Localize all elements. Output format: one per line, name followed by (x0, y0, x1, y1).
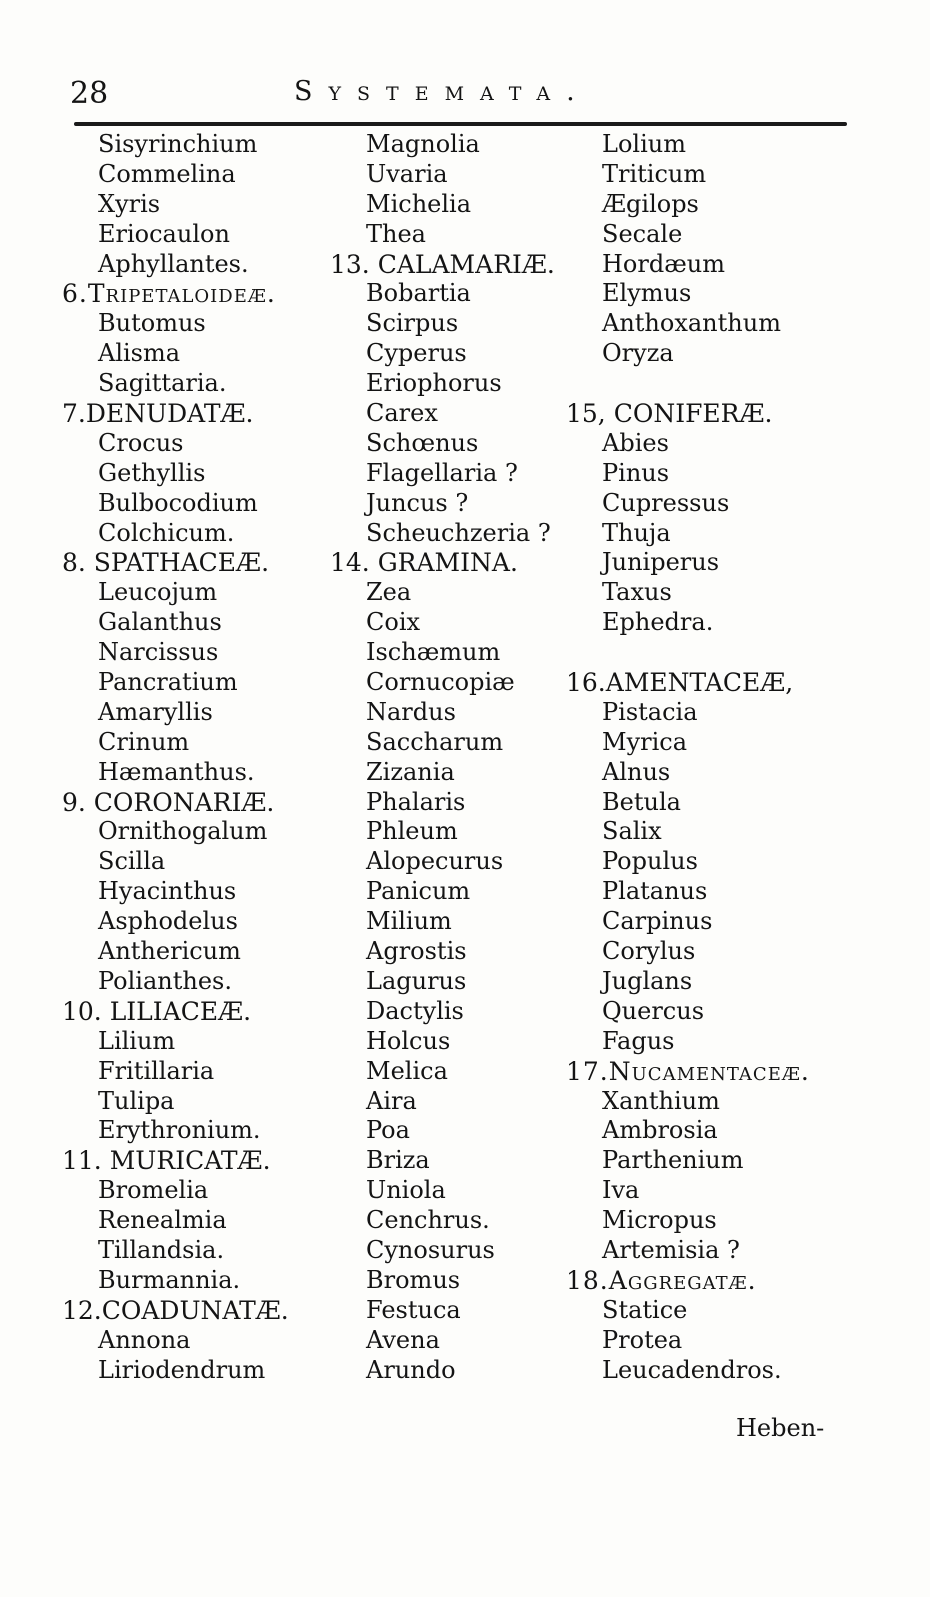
order-heading: 9. CORONARIÆ. (62, 787, 275, 817)
genus-entry: Quercus (602, 996, 705, 1025)
genus-entry: Ægilops (602, 189, 699, 218)
genus-entry: Colchicum. (98, 518, 235, 547)
genus-entry: Milium (366, 907, 452, 936)
genus-entry: Crocus (98, 428, 184, 457)
genus-entry: Cupressus (602, 488, 730, 517)
genus-entry: Platanus (602, 877, 708, 906)
genus-entry: Uniola (366, 1176, 446, 1205)
genus-entry: Micropus (602, 1206, 717, 1235)
genus-entry: Hyacinthus (98, 877, 237, 906)
genus-entry: Tillandsia. (98, 1235, 225, 1264)
genus-entry: Abies (602, 428, 669, 457)
genus-entry: Arundo (366, 1355, 456, 1384)
genus-entry: Bromus (366, 1265, 461, 1294)
genus-entry: Phalaris (366, 787, 466, 816)
page-number: 28 (70, 76, 109, 111)
genus-entry: Aira (366, 1086, 417, 1115)
genus-entry: Polianthes. (98, 966, 232, 995)
genus-entry: Dactylis (366, 996, 464, 1025)
genus-entry: Lolium (602, 130, 686, 158)
column-1 (62, 130, 289, 1385)
genus-entry: Panicum (366, 877, 471, 906)
genus-entry: Uvaria (366, 159, 448, 188)
blank-line (566, 369, 810, 399)
genus-entry: Flagellaria ? (366, 458, 518, 487)
genus-entry: Zea (366, 578, 412, 607)
genus-entry: Myrica (602, 727, 688, 756)
genus-entry: Liriodendrum (98, 1355, 266, 1384)
genus-entry: Thea (366, 219, 426, 248)
order-heading: 7.DENUDATÆ. (62, 399, 254, 429)
genus-entry: Oryza (602, 339, 674, 368)
genus-entry: Hæmanthus. (98, 757, 255, 786)
genus-entry: Lagurus (366, 966, 467, 995)
genus-entry: Anthoxanthum (602, 309, 781, 338)
genus-entry: Carpinus (602, 907, 713, 936)
genus-entry: Ephedra. (602, 608, 714, 637)
genus-entry: Corylus (602, 937, 696, 966)
genus-entry: Fritillaria (98, 1056, 215, 1085)
genus-entry: Juglans (602, 966, 693, 995)
genus-entry: Butomus (98, 309, 206, 338)
genus-entry: Poa (366, 1116, 410, 1145)
genus-entry: Briza (366, 1146, 430, 1175)
order-heading: 6.Tripetaloideæ. (62, 279, 276, 309)
column-3 (566, 130, 810, 1385)
genus-entry: Protea (602, 1325, 683, 1354)
blank-line (566, 638, 810, 668)
order-heading: 12.COADUNATÆ. (62, 1295, 289, 1325)
genus-entry: Ornithogalum (98, 817, 268, 846)
genus-entry: Secale (602, 219, 683, 248)
genus-entry: Festuca (366, 1295, 461, 1324)
genus-entry: Sagittaria. (98, 369, 227, 398)
genus-entry: Aphyllantes. (98, 249, 249, 278)
genus-entry: Alisma (98, 339, 181, 368)
genus-entry: Cenchrus. (366, 1206, 490, 1235)
genus-entry: Crinum (98, 727, 190, 756)
order-heading: 14. GRAMINA. (330, 548, 518, 578)
genus-entry: Pancratium (98, 668, 238, 697)
genus-entry: Juncus ? (366, 488, 469, 517)
genus-entry: Juniperus (602, 548, 720, 577)
genus-entry: Burmannia. (98, 1265, 241, 1294)
genus-entry: Magnolia (366, 130, 480, 158)
genus-entry: Bromelia (98, 1176, 209, 1205)
genus-entry: Scilla (98, 847, 166, 876)
genus-entry: Holcus (366, 1026, 451, 1055)
genus-entry: Salix (602, 817, 662, 846)
genus-entry: Scirpus (366, 309, 459, 338)
genus-entry: Xyris (98, 189, 161, 218)
genus-entry: Zizania (366, 757, 455, 786)
genus-entry: Taxus (602, 578, 672, 607)
genus-entry: Coix (366, 608, 421, 637)
genus-entry: Pistacia (602, 697, 698, 726)
order-heading: 10. LILIACEÆ. (62, 996, 252, 1026)
genus-entry: Thuja (602, 518, 671, 547)
genus-entry: Artemisia ? (602, 1235, 740, 1264)
genus-entry: Gethyllis (98, 458, 206, 487)
header-rule (74, 122, 847, 126)
genus-entry: Avena (366, 1325, 440, 1354)
genus-entry: Sisyrinchium (98, 130, 258, 158)
genus-entry: Tulipa (98, 1086, 175, 1115)
genus-entry: Cyperus (366, 339, 467, 368)
genus-entry: Galanthus (98, 608, 222, 637)
genus-entry: Ischæmum (366, 638, 501, 667)
genus-entry: Xanthium (602, 1086, 720, 1115)
genus-entry: Cornucopiæ (366, 668, 515, 697)
genus-entry: Pinus (602, 458, 670, 487)
genus-entry: Bulbocodium (98, 488, 258, 517)
genus-entry: Lilium (98, 1026, 176, 1055)
order-heading: 18.Aggregatæ. (566, 1265, 757, 1295)
genus-entry: Asphodelus (98, 907, 238, 936)
genus-entry: Eriophorus (366, 369, 502, 398)
genus-entry: Anthericum (98, 937, 241, 966)
running-title: Systemata. (294, 76, 591, 107)
genus-entry: Carex (366, 399, 438, 428)
order-heading: 17.Nucamentaceæ. (566, 1056, 810, 1086)
order-heading: 16.AMENTACEÆ, (566, 668, 794, 698)
order-heading: 11. MURICATÆ. (62, 1146, 271, 1176)
genus-entry: Alopecurus (366, 847, 504, 876)
genus-entry: Alnus (602, 757, 671, 786)
genus-entry: Ambrosia (602, 1116, 718, 1145)
genus-entry: Leucadendros. (602, 1355, 782, 1384)
genus-entry: Statice (602, 1295, 688, 1324)
catchword: Heben- (736, 1414, 825, 1442)
genus-entry: Hordæum (602, 249, 725, 278)
genus-entry: Erythronium. (98, 1116, 261, 1145)
genus-entry: Saccharum (366, 727, 504, 756)
genus-entry: Populus (602, 847, 698, 876)
genus-entry: Bobartia (366, 279, 471, 308)
genus-entry: Renealmia (98, 1206, 227, 1235)
genus-entry: Betula (602, 787, 681, 816)
genus-entry: Narcissus (98, 638, 219, 667)
genus-entry: Iva (602, 1176, 640, 1205)
genus-entry: Phleum (366, 817, 458, 846)
genus-entry: Eriocaulon (98, 219, 230, 248)
genus-entry: Parthenium (602, 1146, 744, 1175)
genus-entry: Cynosurus (366, 1235, 495, 1264)
genus-entry: Triticum (602, 159, 707, 188)
genus-entry: Michelia (366, 189, 472, 218)
genus-entry: Agrostis (366, 937, 467, 966)
genus-entry: Nardus (366, 697, 456, 726)
genus-entry: Commelina (98, 159, 236, 188)
genus-entry: Fagus (602, 1026, 675, 1055)
genus-entry: Schœnus (366, 428, 479, 457)
order-heading: 8. SPATHACEÆ. (62, 548, 270, 578)
genus-entry: Leucojum (98, 578, 218, 607)
genus-entry: Elymus (602, 279, 692, 308)
genus-entry: Melica (366, 1056, 448, 1085)
order-heading: 13. CALAMARIÆ. (330, 249, 555, 279)
order-heading: 15, CONIFERÆ. (566, 399, 773, 429)
genus-entry: Scheuchzeria ? (366, 518, 551, 547)
column-2 (330, 130, 555, 1385)
genus-entry: Amaryllis (98, 697, 213, 726)
genus-entry: Annona (98, 1325, 191, 1354)
